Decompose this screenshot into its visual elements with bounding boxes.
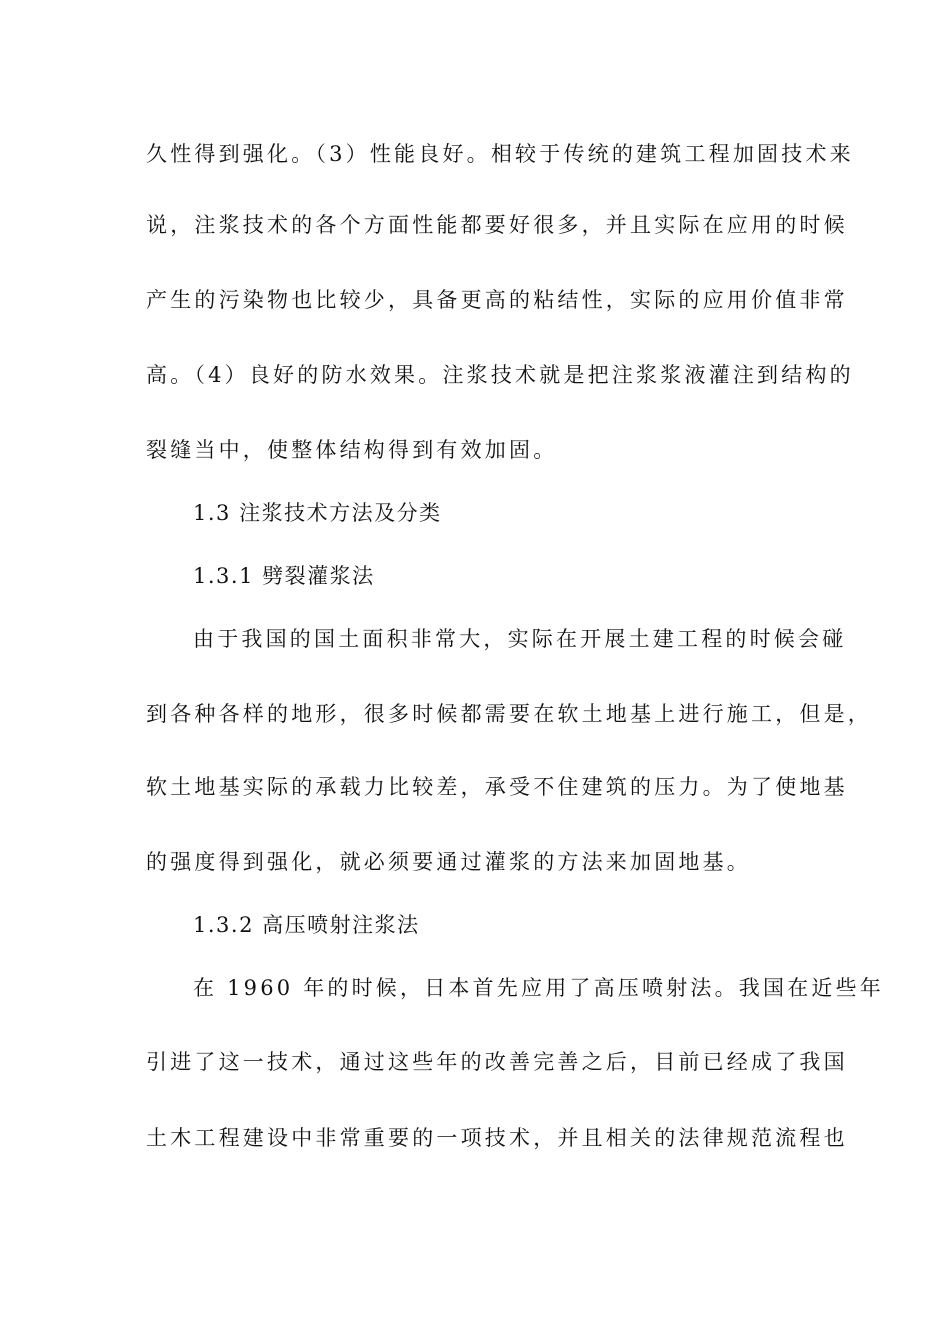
- subsection-heading: 1.3.1 劈裂灌浆法: [193, 564, 375, 588]
- paragraph-line: 软土地基实际的承载力比较差，承受不住建筑的压力。为了使地基: [146, 775, 848, 799]
- paragraph-line: 高。（4）良好的防水效果。注浆技术就是把注浆浆液灌注到结构的: [146, 363, 854, 387]
- section-heading: 1.3 注浆技术方法及分类: [193, 501, 442, 525]
- subsection-heading: 1.3.2 高压喷射注浆法: [193, 913, 420, 937]
- paragraph-line: 产生的污染物也比较少，具备更高的粘结性，实际的应用价值非常: [146, 288, 848, 312]
- paragraph-line: 裂缝当中，使整体结构得到有效加固。: [146, 438, 558, 462]
- paragraph-line: 的强度得到强化，就必须要通过灌浆的方法来加固地基。: [146, 850, 751, 874]
- paragraph-line: 在 1960 年的时候，日本首先应用了高压喷射法。我国在近些年: [193, 976, 884, 1000]
- paragraph-line: 说，注浆技术的各个方面性能都要好很多，并且实际在应用的时候: [146, 213, 848, 237]
- paragraph-line: 到各种各样的地形，很多时候都需要在软土地基上进行施工，但是，: [146, 702, 872, 726]
- paragraph-line: 土木工程建设中非常重要的一项技术，并且相关的法律规范流程也: [146, 1126, 848, 1150]
- paragraph-line: 久性得到强化。（3）性能良好。相较于传统的建筑工程加固技术来: [146, 142, 854, 166]
- paragraph-line: 由于我国的国土面积非常大，实际在开展土建工程的时候会碰: [193, 627, 847, 651]
- paragraph-line: 引进了这一技术，通过这些年的改善完善之后，目前已经成了我国: [146, 1050, 848, 1074]
